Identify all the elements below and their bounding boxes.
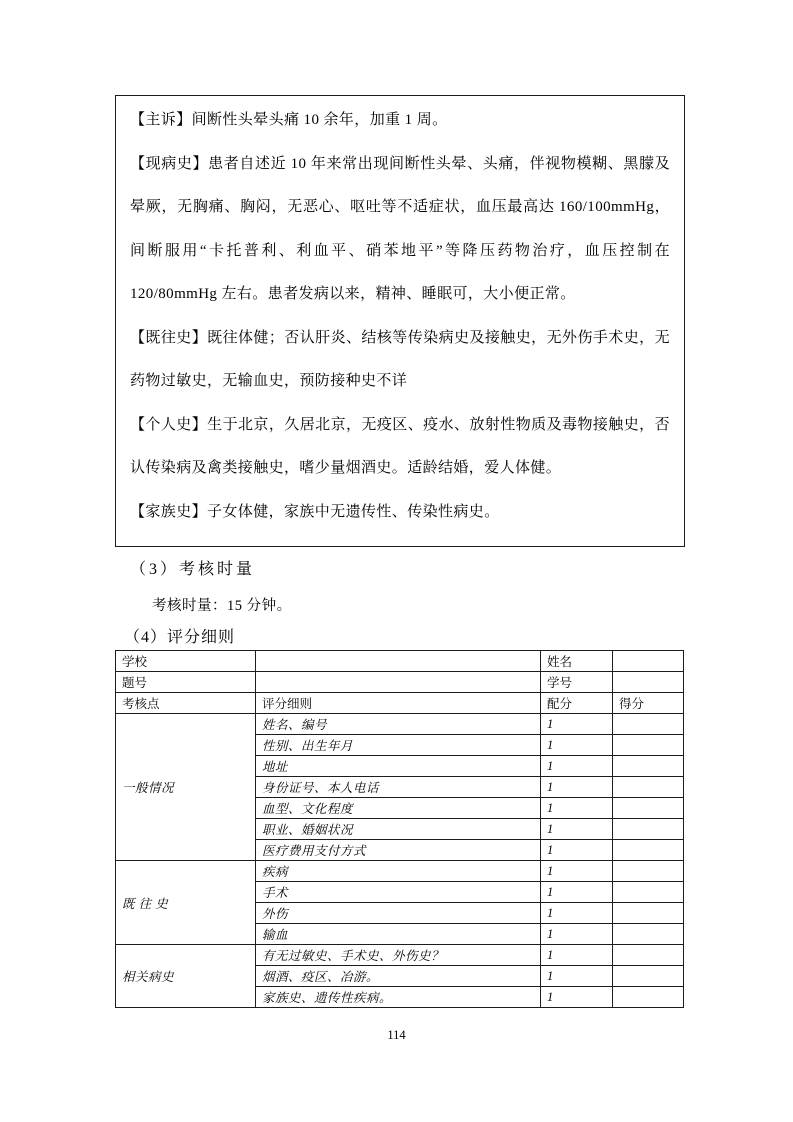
- question-value-cell: [256, 672, 541, 693]
- points-cell: 1: [541, 798, 613, 819]
- points-cell: 1: [541, 840, 613, 861]
- chief-complaint-paragraph: 【主诉】间断性头晕头痛 10 余年，加重 1 周。: [130, 112, 448, 128]
- medical-record-box: [115, 95, 685, 547]
- group-name-past-history: 既 往 史: [116, 861, 256, 945]
- section-4-heading: （4）评分细则: [124, 629, 236, 646]
- criteria-cell: 姓名、编号: [256, 714, 541, 735]
- score-cell: [613, 819, 684, 840]
- name-value-cell: [613, 651, 684, 672]
- question-label: 题号: [116, 672, 256, 693]
- points-cell: 1: [541, 819, 613, 840]
- points-cell: 1: [541, 945, 613, 966]
- present-illness-paragraph: 【现病史】患者自述近 10 年来常出现间断性头晕、头痛，伴视物模糊、黑朦及晕厥，无胸痛、胸闷，无恶心、呕吐等不适症状，血压最高达 160/100mmHg，间断服用“卡托普利、利血平、硝苯地平”等降压药物治疗，血压控制在 120/80mmHg 左右。患者发病以来，精神、睡眠可，大小便正常。: [130, 155, 670, 302]
- group-name-related-history: 相关病史: [116, 945, 256, 1008]
- points-cell: 1: [541, 903, 613, 924]
- score-cell: [613, 987, 684, 1008]
- col-header-score: 得分: [613, 693, 684, 714]
- past-history-paragraph: 【既往史】既往体健；否认肝炎、结核等传染病史及接触史，无外伤手术史，无药物过敏史，无输血史，预防接种史不详: [130, 329, 670, 389]
- family-history-paragraph: 【家族史】子女体健，家族中无遗传性、传染性病史。: [130, 503, 500, 520]
- points-cell: 1: [541, 714, 613, 735]
- student-id-value-cell: [613, 672, 684, 693]
- col-header-assessment: 考核点: [116, 693, 256, 714]
- score-cell: [613, 861, 684, 882]
- section-3-heading: （3）考核时量: [130, 561, 256, 578]
- school-value-cell: [256, 651, 541, 672]
- table-row: [116, 945, 684, 966]
- score-cell: [613, 903, 684, 924]
- name-label: 姓名: [541, 651, 613, 672]
- student-id-label: 学号: [541, 672, 613, 693]
- score-cell: [613, 945, 684, 966]
- criteria-cell: 手术: [256, 882, 541, 903]
- score-cell: [613, 882, 684, 903]
- page-number: 114: [387, 1028, 406, 1042]
- table-column-header-row: [116, 693, 684, 714]
- criteria-cell: 输血: [256, 924, 541, 945]
- criteria-cell: 医疗费用支付方式: [256, 840, 541, 861]
- table-row-school: [116, 651, 684, 672]
- criteria-cell: 家族史、遗传性疾病。: [256, 987, 541, 1008]
- points-cell: 1: [541, 882, 613, 903]
- criteria-cell: 身份证号、本人电话: [256, 777, 541, 798]
- criteria-cell: 性别、出生年月: [256, 735, 541, 756]
- points-cell: 1: [541, 861, 613, 882]
- score-cell: [613, 714, 684, 735]
- table-row: [116, 714, 684, 735]
- score-cell: [613, 735, 684, 756]
- col-header-points: 配分: [541, 693, 613, 714]
- table-row-question: [116, 672, 684, 693]
- points-cell: 1: [541, 777, 613, 798]
- score-cell: [613, 924, 684, 945]
- criteria-cell: 血型、文化程度: [256, 798, 541, 819]
- points-cell: 1: [541, 966, 613, 987]
- school-label: 学校: [116, 651, 256, 672]
- col-header-criteria: 评分细则: [256, 693, 541, 714]
- assessment-duration-text: 考核时量：15 分钟。: [152, 598, 292, 614]
- criteria-cell: 职业、婚姻状况: [256, 819, 541, 840]
- score-cell: [613, 840, 684, 861]
- criteria-cell: 外伤: [256, 903, 541, 924]
- points-cell: 1: [541, 735, 613, 756]
- score-cell: [613, 777, 684, 798]
- score-cell: [613, 966, 684, 987]
- table-row: [116, 861, 684, 882]
- points-cell: 1: [541, 987, 613, 1008]
- points-cell: 1: [541, 756, 613, 777]
- points-cell: 1: [541, 924, 613, 945]
- personal-history-paragraph: 【个人史】生于北京，久居北京，无疫区、疫水、放射性物质及毒物接触史，否认传染病及禽类接触史，嗜少量烟酒史。适龄结婚，爱人体健。: [130, 416, 670, 476]
- group-name-general: 一般情况: [116, 714, 256, 861]
- criteria-cell: 地址: [256, 756, 541, 777]
- criteria-cell: 疾病: [256, 861, 541, 882]
- score-cell: [613, 756, 684, 777]
- score-cell: [613, 798, 684, 819]
- criteria-cell: 烟酒、疫区、冶游。: [256, 966, 541, 987]
- scoring-rubric-table: [115, 650, 684, 1008]
- criteria-cell: 有无过敏史、手术史、外伤史？: [256, 945, 541, 966]
